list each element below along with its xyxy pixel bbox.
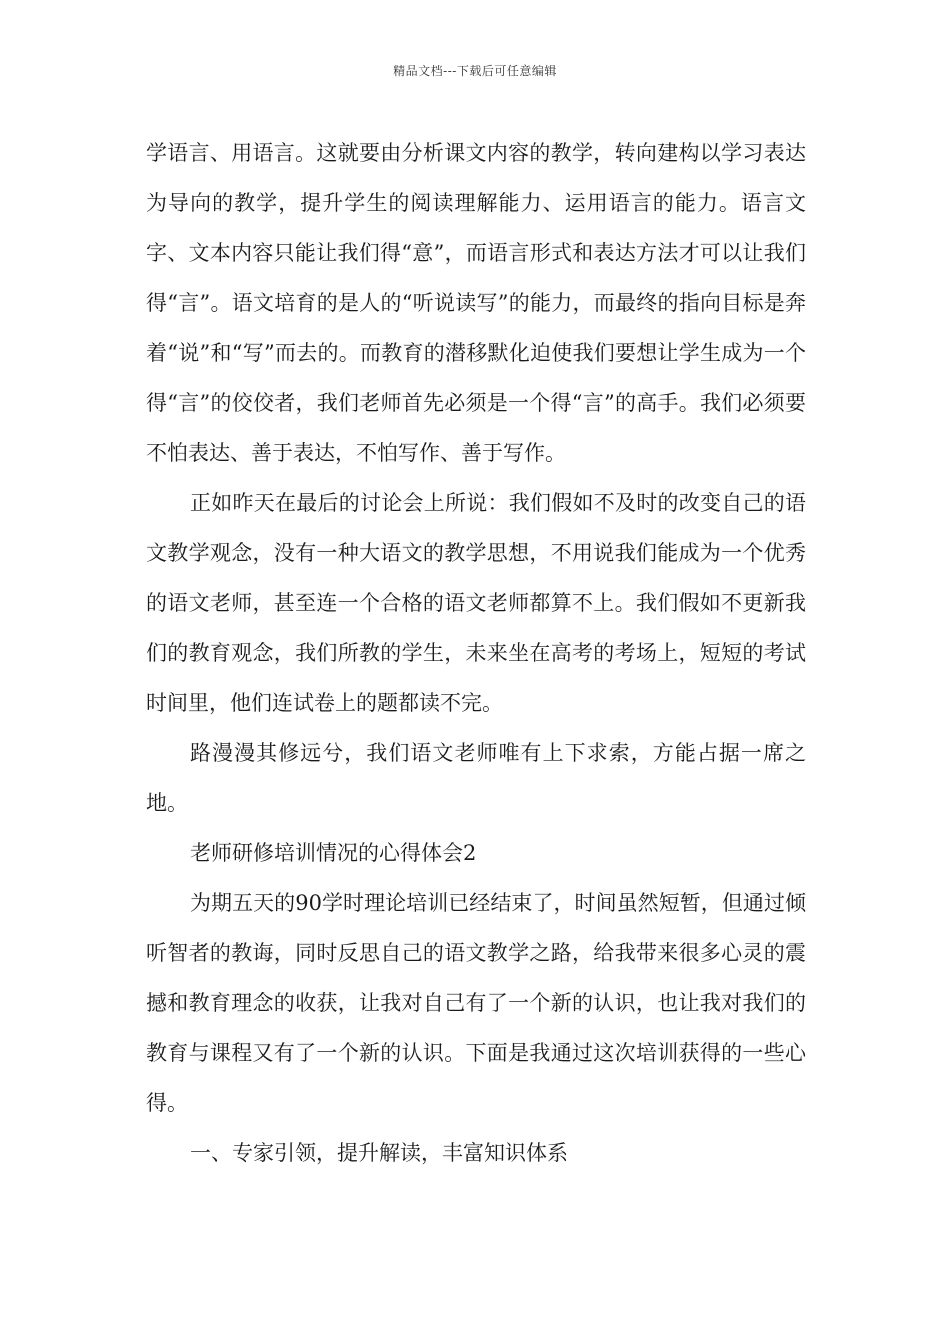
document-body bbox=[146, 128, 806, 1178]
subheading-1: 一、专家引领，提升解读，丰富知识体系 bbox=[190, 1141, 568, 1165]
paragraph-1: 学语言、用语言。这就要由分析课文内容的教学，转向建构以学习表达为导向的教学，提升学生的阅读理解能力、运用语言的能力。语言文字、文本内容只能让我们得“意”，而语言形式和表达方法才可以让我们得“言”。语文培育的是人的“听说读写”的能力，而最终的指向目标是奔着“说”和“写”而去的。而教育的潜移默化迫使我们要想让学生成为一个得“言”的佼佼者，我们老师首先必须是一个得“言”的高手。我们必须要不怕表达、善于表达，不怕写作、善于写作。 bbox=[146, 141, 806, 465]
paragraph-2: 正如昨天在最后的讨论会上所说：我们假如不及时的改变自己的语文教学观念，没有一种大语文的教学思想，不用说我们能成为一个优秀的语文老师，甚至连一个合格的语文老师都算不上。我们假如不更新我们的教育观念，我们所教的学生，未来坐在高考的考场上，短短的考试时间里，他们连试卷上的题都读不完。 bbox=[146, 491, 806, 715]
page-header: 精品文档---下载后可任意编辑 bbox=[393, 64, 557, 78]
paragraph-4: 为期五天的90学时理论培训已经结束了，时间虽然短暂，但通过倾听智者的教诲，同时反思自己的语文教学之路，给我带来很多心灵的震撼和教育理念的收获，让我对自己有了一个新的认识，也让我对我们的教育与课程又有了一个新的认识。下面是我通过这次培训获得的一些心得。 bbox=[146, 891, 806, 1115]
section-title: 老师研修培训情况的心得体会2 bbox=[190, 841, 477, 865]
paragraph-3: 路漫漫其修远兮，我们语文老师唯有上下求索，方能占据一席之地。 bbox=[146, 741, 806, 815]
